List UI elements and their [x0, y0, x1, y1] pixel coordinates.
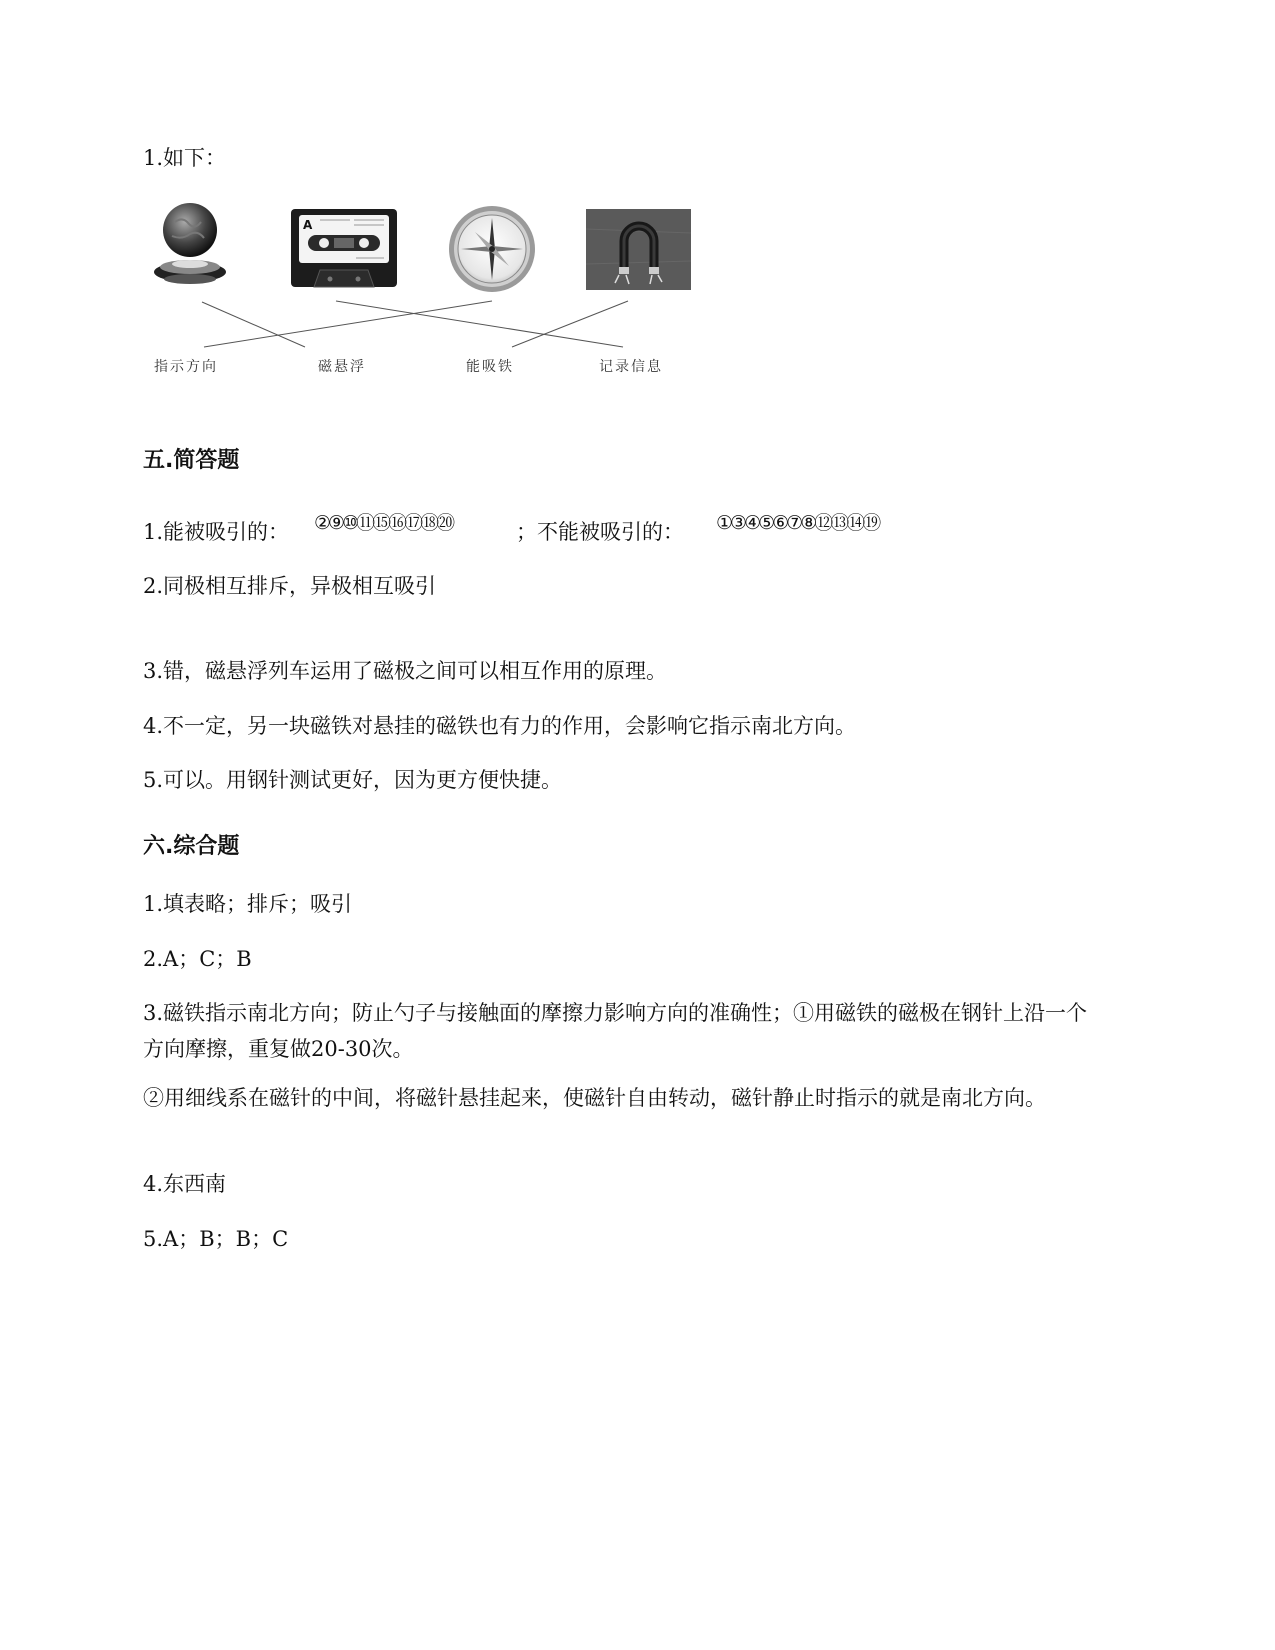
- s6-q5: 5.A；B；B；C: [143, 1227, 289, 1251]
- s5-q3: 3.错，磁悬浮列车运用了磁极之间可以相互作用的原理。: [143, 659, 668, 683]
- s5-q1-prefix: 1.能被吸引的：: [143, 520, 290, 544]
- horseshoe-magnet-icon: [586, 209, 691, 290]
- s6-q3a: 3.磁铁指示南北方向；防止勺子与接触面的摩擦力影响方向的准确性；①用磁铁的磁极在钢针上沿一个方向摩擦，重复做20-30次。: [143, 1001, 1088, 1061]
- section5-title: 五.简答题: [143, 448, 240, 473]
- globe-levitating-icon: [150, 200, 230, 295]
- s6-q2: 2.A；C；B: [143, 947, 252, 971]
- label-attract-iron: 能吸铁: [466, 359, 514, 375]
- cassette-letter: A: [303, 218, 313, 232]
- compass-icon: [447, 204, 537, 294]
- s6-q3b: ②用细线系在磁针的中间，将磁针悬挂起来，使磁针自由转动，磁针静止时指示的就是南北方向。: [143, 1086, 1046, 1110]
- s6-q4: 4.东西南: [143, 1172, 227, 1196]
- s5-q2: 2.同极相互排斥，异极相互吸引: [143, 574, 437, 598]
- s5-q5: 5.可以。用钢针测试更好，因为更方便快捷。: [143, 768, 563, 792]
- label-point-direction: 指示方向: [154, 359, 218, 375]
- section6-title: 六.综合题: [143, 834, 240, 859]
- matching-lines: [140, 295, 700, 355]
- cassette-tape-icon: [290, 208, 398, 288]
- s5-q1-attracted: ②⑨⑩⑪⑮⑯⑰⑱⑳: [314, 512, 453, 534]
- answer-intro: 1.如下：: [143, 146, 227, 170]
- s5-q4: 4.不一定，另一块磁铁对悬挂的磁铁也有力的作用，会影响它指示南北方向。: [143, 714, 857, 738]
- label-record-info: 记录信息: [599, 359, 663, 375]
- s5-q1-mid: ；不能被吸引的：: [516, 520, 684, 544]
- s6-q1: 1.填表略；排斥；吸引: [143, 892, 353, 916]
- label-maglev: 磁悬浮: [318, 359, 366, 375]
- s5-q1-not-attracted: ①③④⑤⑥⑦⑧⑫⑬⑭⑲: [716, 512, 879, 534]
